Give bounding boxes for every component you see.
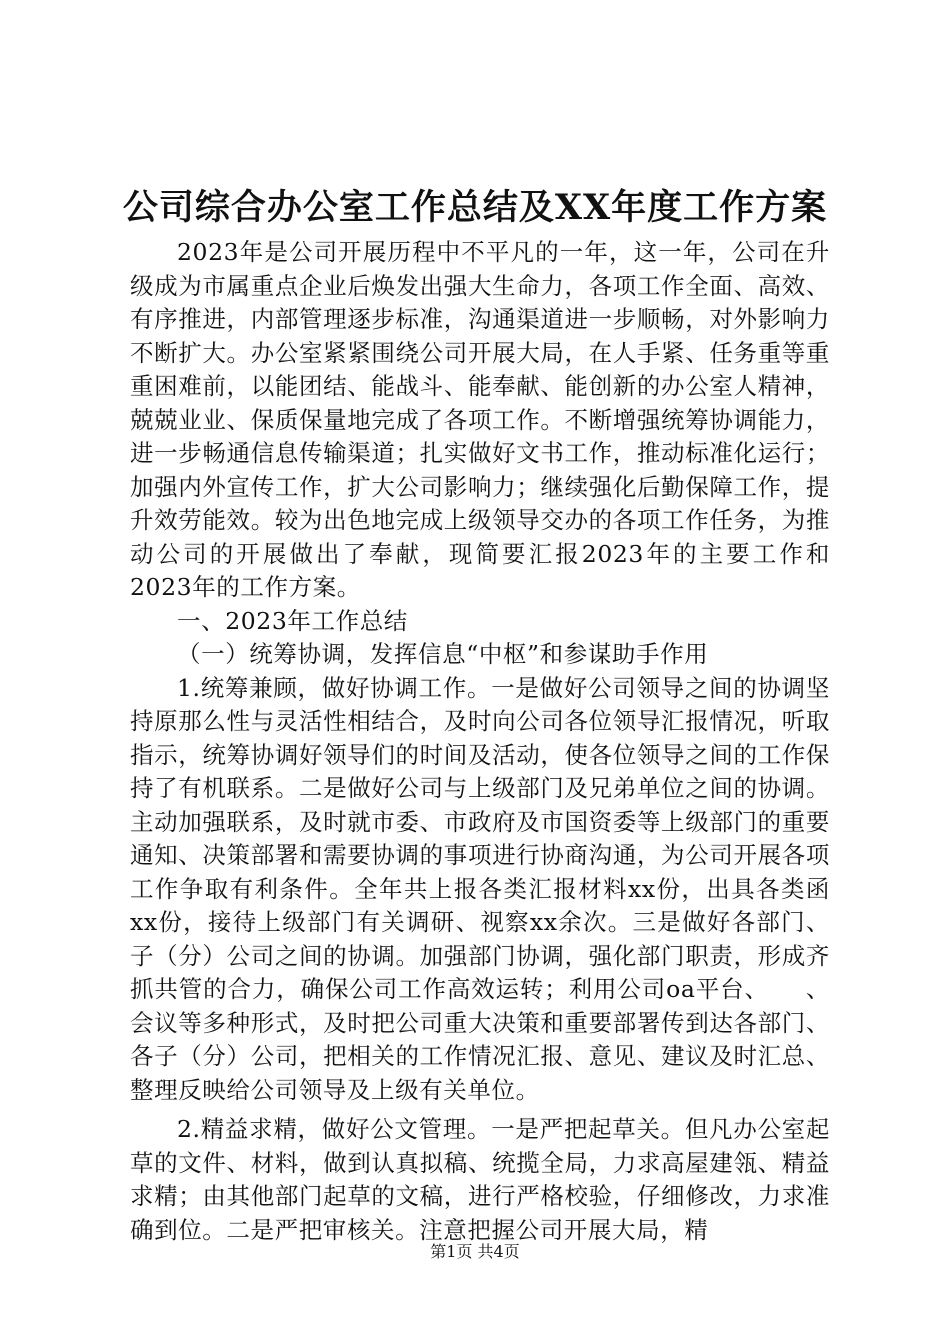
- document-title: 公司综合办公室工作总结及XX年度工作方案: [122, 187, 828, 228]
- section-heading: 一、2023年工作总结: [177, 606, 408, 635]
- subsection-heading: （一）统筹协调，发挥信息“中枢”和参谋助手作用: [177, 640, 709, 668]
- intro-paragraph: 2023年是公司开展历程中不平凡的一年，这一年，公司在升级成为市属重点企业后焕发出强大生命力，各项工作全面、高效、有序推进，内部管理逐步标准，沟通渠道进一步顺畅，对外影响力不断扩大。办公室紧紧围绕公司开展大局，在人手紧、任务重等重重困难前，以能团结、能战斗、能奉献、能创新的办公室人精神，兢兢业业、保质保量地完成了各项工作。不断增强统筹协调能力，进一步畅通信息传输渠道；扎实做好文书工作，推动标准化运行；加强内外宣传工作，扩大公司影响力；继续强化后勤保障工作，提升效劳能效。较为出色地完成上级领导交办的各项工作任务，为推动公司的开展做出了奉献，现简要汇报2023年的主要工作和2023年的工作方案。: [130, 238, 830, 601]
- body-paragraph-document-management: 2.精益求精，做好公文管理。一是严把起草关。但凡办公室起草的文件、材料，做到认真拟稿、统揽全局，力求高屋建瓴、精益求精；由其他部门起草的文稿，进行严格校验，仔细修改，力求准确到位。二是严把审核关。注意把握公司开展大局，精: [130, 1115, 830, 1244]
- page-footer: 第1页 共4页: [430, 1242, 520, 1261]
- body-paragraph-coordination: 1.统筹兼顾，做好协调工作。一是做好公司领导之间的协调坚持原那么性与灵活性相结合，及时向公司各位领导汇报情况，听取指示，统筹协调好领导们的时间及活动，使各位领导之间的工作保持了有机联系。二是做好公司与上级部门及兄弟单位之间的协调。主动加强联系，及时就市委、市政府及市国资委等上级部门的重要通知、决策部署和需要协调的事项进行协商沟通，为公司开展各项工作争取有利条件。全年共上报各类汇报材料xx份，出具各类函xx份，接待上级部门有关调研、视察xx余次。三是做好各部门、子（分）公司之间的协调。加强部门协调，强化部门职责，形成齐抓共管的合力，确保公司工作高效运转；利用公司oa平台、 、会议等多种形式，及时把公司重大决策和重要部署传到达各部门、各子（分）公司，把相关的工作情况汇报、意见、建议及时汇总、整理反映给公司领导及上级有关单位。: [130, 673, 830, 1104]
- document-body: [130, 236, 830, 1247]
